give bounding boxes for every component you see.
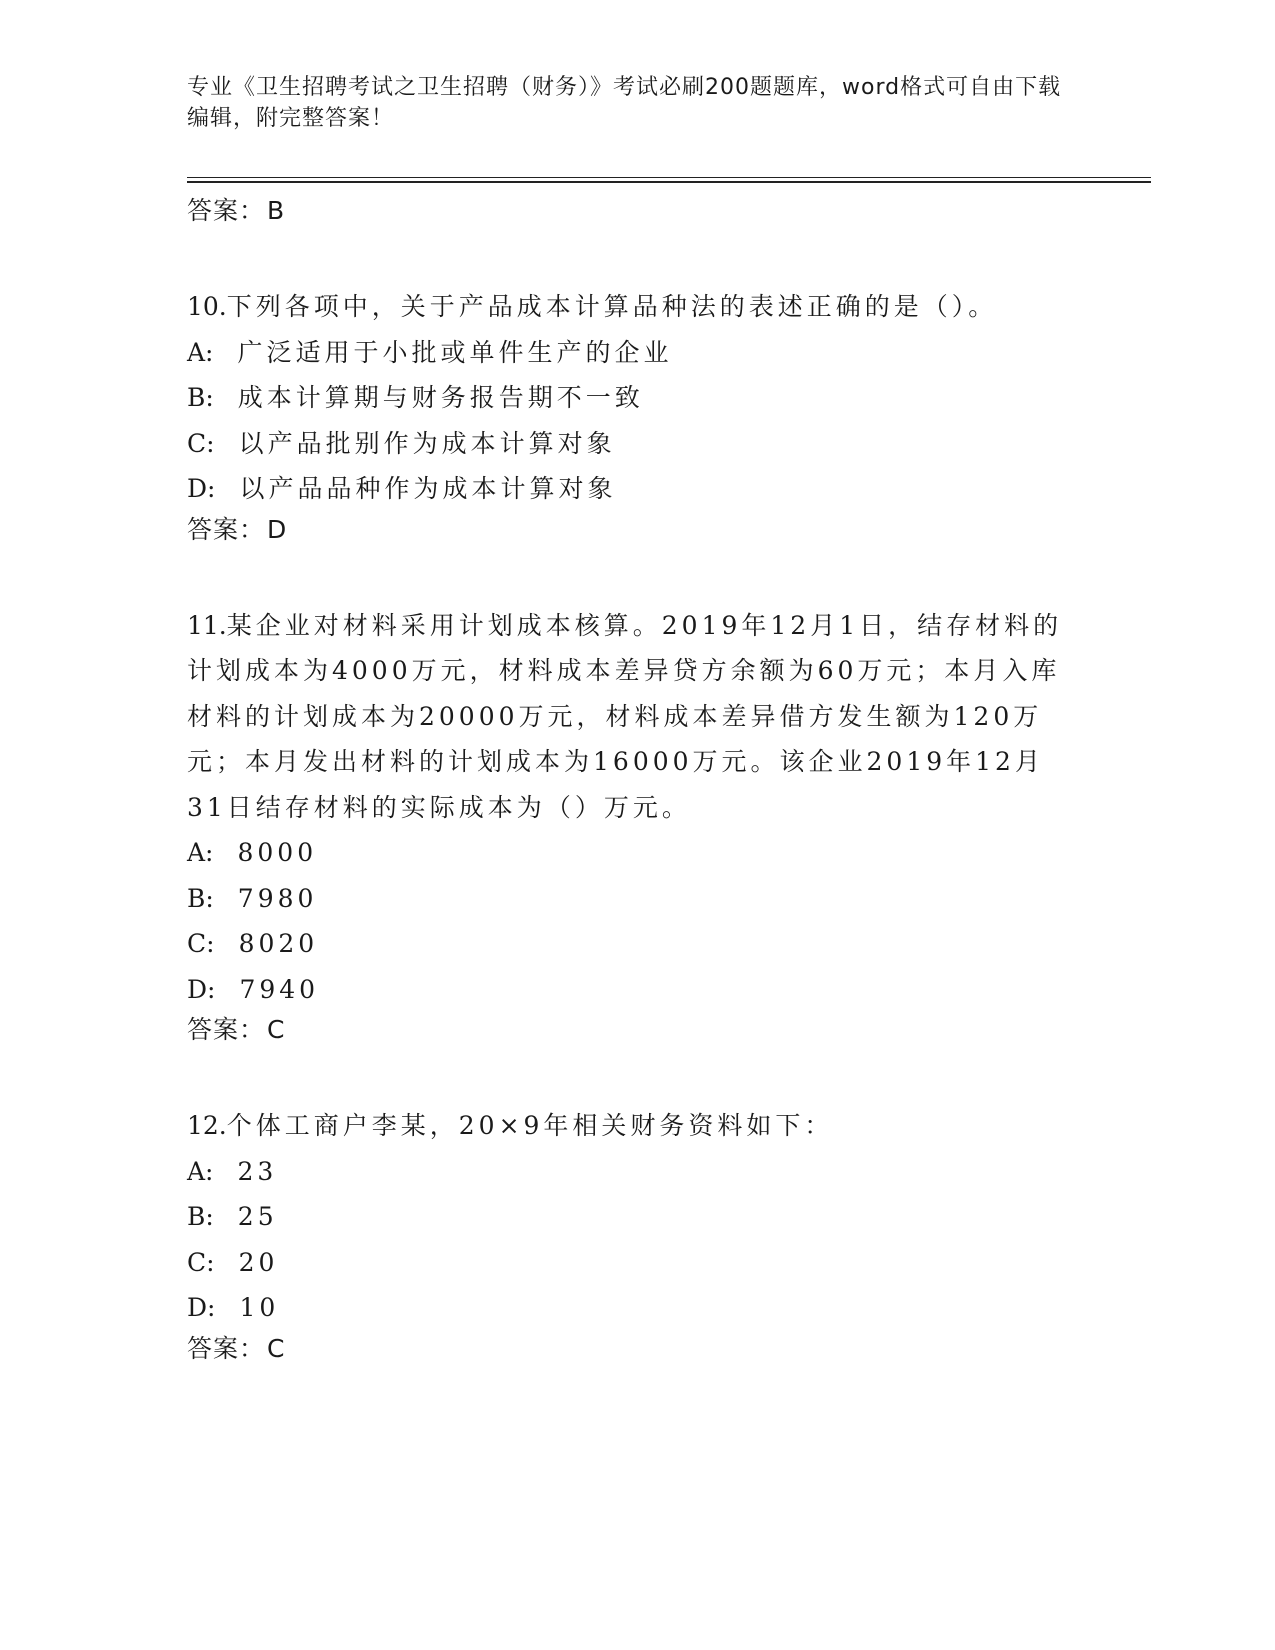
option-letter: C: bbox=[187, 929, 215, 958]
option-text: 7980 bbox=[237, 883, 318, 913]
option-letter: A: bbox=[187, 1156, 214, 1186]
question-text: 某企业对材料采用计划成本核算。2019年12月1日，结存材料的计划成本为4000万元，材料成本差异贷方余额为60万元；本月入库材料的计划成本为20000万元，材料成本差异借方发生额为120万元；本月发出材料的计划成本为16000万元。该企业2019年12月31日结存材料的实际成本为（）万元。 bbox=[187, 610, 1063, 822]
answer-label: 答案： bbox=[187, 196, 266, 225]
question-block bbox=[187, 284, 1067, 548]
option-letter: C: bbox=[187, 428, 215, 458]
question-number: 11. bbox=[187, 610, 227, 640]
option-letter: D: bbox=[187, 1293, 216, 1322]
header-divider-thick bbox=[187, 181, 1151, 183]
option-a bbox=[187, 1149, 1067, 1195]
answer-line bbox=[187, 1012, 1067, 1048]
question-block bbox=[187, 603, 1067, 1049]
option-text: 8000 bbox=[237, 838, 318, 867]
answer-line bbox=[187, 1331, 1067, 1367]
option-letter: B: bbox=[187, 383, 214, 412]
option-text: 25 bbox=[237, 1202, 278, 1231]
answer-line bbox=[187, 512, 1067, 548]
option-a bbox=[187, 330, 1067, 376]
option-text: 以产品批别作为成本计算对象 bbox=[238, 428, 616, 458]
option-c bbox=[187, 1240, 1067, 1286]
option-text: 以产品品种作为成本计算对象 bbox=[239, 474, 617, 503]
option-d bbox=[187, 1285, 1067, 1331]
option-text: 广泛适用于小批或单件生产的企业 bbox=[237, 337, 673, 367]
option-d bbox=[187, 466, 1067, 512]
option-text: 7940 bbox=[239, 974, 320, 1004]
answer-label: 答案： bbox=[187, 1333, 266, 1363]
option-text: 8020 bbox=[238, 929, 319, 958]
answer-label: 答案： bbox=[187, 1015, 266, 1044]
question-block bbox=[187, 1103, 1067, 1367]
option-letter: B: bbox=[187, 1202, 214, 1231]
option-text: 成本计算期与财务报告期不一致 bbox=[237, 383, 644, 412]
option-b bbox=[187, 1194, 1067, 1240]
option-letter: D: bbox=[187, 974, 216, 1004]
option-letter: B: bbox=[187, 883, 214, 913]
option-text: 10 bbox=[239, 1293, 280, 1322]
question-stem bbox=[187, 603, 1067, 831]
option-text: 20 bbox=[238, 1247, 279, 1277]
option-b bbox=[187, 876, 1067, 922]
spacer bbox=[187, 1048, 1067, 1103]
header-divider-thin bbox=[187, 177, 1151, 178]
answer-line bbox=[187, 193, 1067, 229]
question-text: 个体工商户李某，20×9年相关财务资料如下： bbox=[226, 1111, 834, 1140]
answer-label: 答案： bbox=[187, 514, 266, 544]
question-number: 10. bbox=[187, 292, 227, 321]
document-header: 专业《卫生招聘考试之卫生招聘（财务）》考试必刷200题题库，word格式可自由下载编辑，附完整答案！ bbox=[187, 75, 1062, 131]
option-letter: C: bbox=[187, 1247, 215, 1277]
spacer bbox=[187, 548, 1067, 603]
option-a bbox=[187, 830, 1067, 876]
option-c bbox=[187, 921, 1067, 967]
option-d bbox=[187, 967, 1067, 1013]
option-letter: D: bbox=[187, 474, 216, 503]
answer-value: B bbox=[267, 196, 286, 225]
answer-value: C bbox=[267, 1015, 286, 1044]
option-letter: A: bbox=[187, 838, 214, 867]
option-b bbox=[187, 375, 1067, 421]
spacer bbox=[187, 229, 1067, 284]
answer-value: C bbox=[267, 1333, 286, 1363]
question-list bbox=[187, 193, 1067, 1367]
question-text: 下列各项中，关于产品成本计算品种法的表述正确的是（）。 bbox=[226, 292, 998, 321]
question-number: 12. bbox=[187, 1111, 227, 1140]
option-c bbox=[187, 421, 1067, 467]
option-text: 23 bbox=[237, 1156, 278, 1186]
question-stem bbox=[187, 1103, 1067, 1149]
option-letter: A: bbox=[187, 337, 214, 367]
answer-value: D bbox=[267, 514, 288, 544]
question-stem bbox=[187, 284, 1067, 330]
